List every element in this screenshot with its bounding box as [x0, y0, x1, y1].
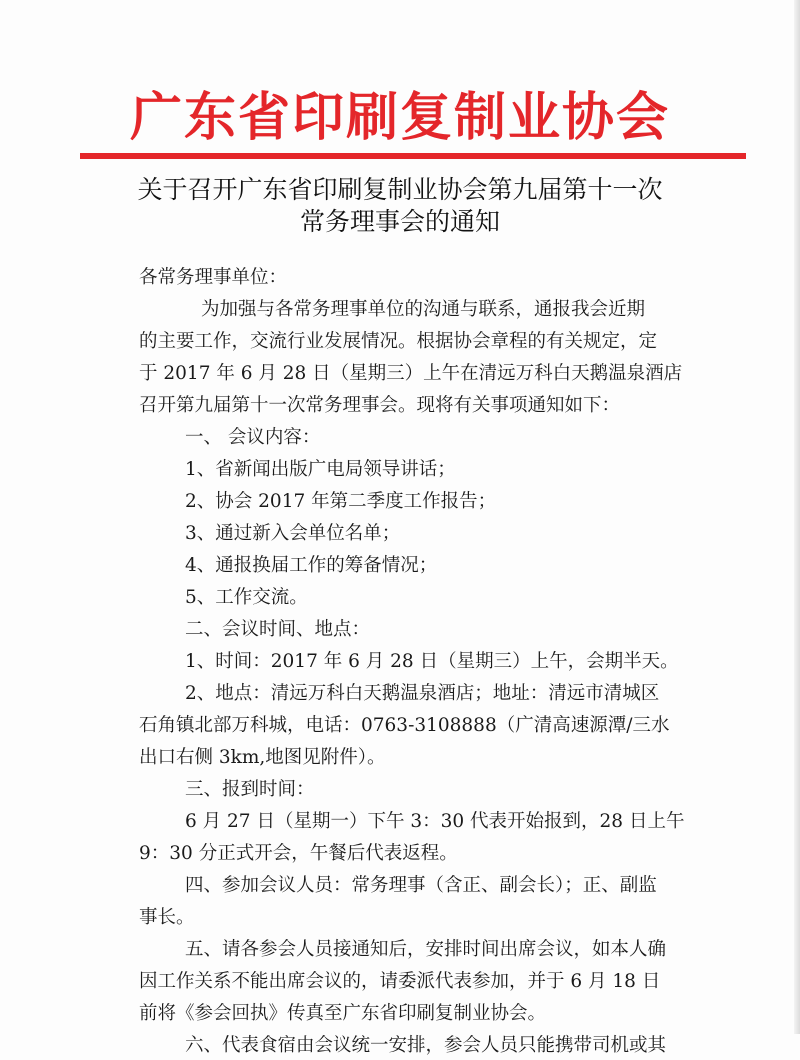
list-item: 2、地点：清远万科白天鹅温泉酒店；地址：清远市清城区	[185, 683, 660, 704]
list-item: 5、工作交流。	[185, 587, 308, 608]
paragraph-line: 6 月 27 日（星期一）下午 3：30 代表开始报到，28 日上午	[185, 811, 685, 832]
section-heading: 一、 会议内容：	[185, 427, 321, 448]
paragraph-line: 9：30 分正式开会，午餐后代表返程。	[139, 843, 458, 864]
paragraph-line: 因工作关系不能出席会议的，请委派代表参加，并于 6 月 18 日	[139, 971, 661, 992]
section-heading: 五、请各参会人员接通知后，安排时间出席会议，如本人确	[185, 939, 667, 960]
paragraph-line: 前将《参会回执》传真至广东省印刷复制业协会。	[139, 1003, 547, 1024]
salutation: 各常务理事单位：	[139, 267, 288, 288]
list-item: 1、省新闻出版广电局领导讲话；	[185, 459, 456, 480]
paragraph-line: 于 2017 年 6 月 28 日（星期三）上午在清远万科白天鹅温泉酒店	[139, 363, 683, 384]
paragraph-line: 为加强与各常务理事单位的沟通与联系，通报我会近期	[201, 299, 646, 320]
list-item: 3、通过新入会单位名单；	[185, 523, 401, 544]
paragraph-line: 召开第九届第十一次常务理事会。现将有关事项通知如下：	[139, 395, 621, 416]
section-heading: 四、参加会议人员：常务理事（含正、副会长）；正、副监	[185, 875, 657, 896]
section-heading: 二、会议时间、地点：	[185, 619, 371, 640]
list-item: 2、协会 2017 年第二季度工作报告；	[185, 491, 497, 512]
section-heading: 三、报到时间：	[185, 779, 315, 800]
paragraph-line: 的主要工作，交流行业发展情况。根据协会章程的有关规定，定	[139, 331, 658, 352]
letterhead-org-name: 广东省印刷复制业协会	[129, 88, 670, 148]
notice-title-line-1: 关于召开广东省印刷复制业协会第九届第十一次	[137, 175, 663, 204]
notice-title-line-2: 常务理事会的通知	[299, 207, 500, 236]
paragraph-line: 事长。	[139, 907, 195, 928]
paragraph-line: 出口右侧 3km,地图见附件）。	[139, 747, 386, 768]
list-item: 1、时间：2017 年 6 月 28 日（星期三）上午，会期半天。	[185, 651, 679, 672]
section-heading: 六、代表食宿由会议统一安排，参会人员只能携带司机或其	[185, 1035, 667, 1056]
paragraph-line: 石角镇北部万科城，电话：0763-3108888（广清高速源潭/三水	[139, 715, 670, 736]
list-item: 4、通报换届工作的筹备情况；	[185, 555, 438, 576]
letterhead-red-rule	[80, 153, 746, 159]
